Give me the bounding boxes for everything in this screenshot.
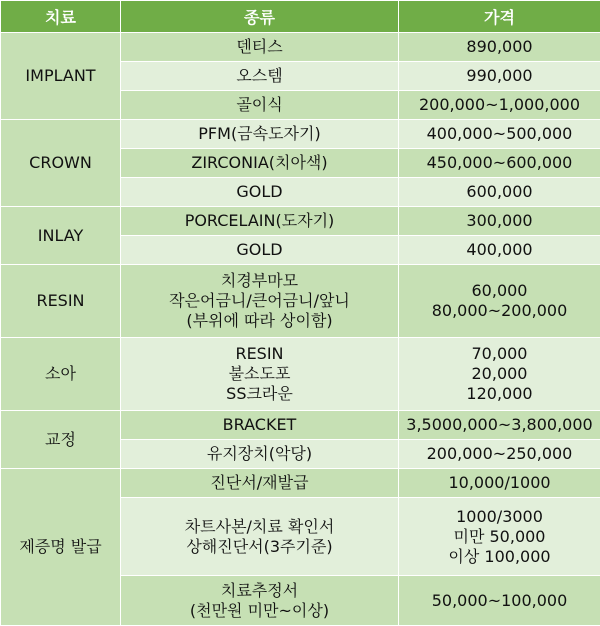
price-line: 70,000 <box>403 344 596 364</box>
category-implant: IMPLANT <box>1 33 121 120</box>
type-cell <box>121 498 399 576</box>
price-line: 1000/3000 <box>403 507 596 527</box>
type-line: 불소도포 <box>125 364 394 384</box>
type-cell: 유지장치(악당) <box>121 440 399 469</box>
header-treatment: 치료 <box>1 1 121 33</box>
type-cell: PORCELAIN(도자기) <box>121 207 399 236</box>
type-cell: BRACKET <box>121 411 399 440</box>
type-line: 차트사본/치료 확인서 <box>125 517 394 537</box>
category-certificate: 제증명 발급 <box>1 469 121 626</box>
header-row <box>1 1 600 33</box>
category-inlay: INLAY <box>1 207 121 265</box>
price-line: 60,000 <box>403 281 596 301</box>
table-row <box>1 411 600 440</box>
type-line: RESIN <box>125 344 394 364</box>
type-cell <box>121 265 399 338</box>
type-line: (부위에 따라 상이함) <box>125 311 394 331</box>
category-pediatric: 소아 <box>1 338 121 411</box>
price-line: 미만 50,000 <box>403 527 596 547</box>
price-cell: 990,000 <box>399 62 600 91</box>
price-cell: 400,000~500,000 <box>399 120 600 149</box>
type-cell <box>121 338 399 411</box>
table-row <box>1 338 600 411</box>
category-crown: CROWN <box>1 120 121 207</box>
price-cell: 10,000/1000 <box>399 469 600 498</box>
price-cell: 50,000~100,000 <box>399 576 600 626</box>
type-line: 상해진단서(3주기준) <box>125 537 394 557</box>
type-cell: ZIRCONIA(치아색) <box>121 149 399 178</box>
type-line: 작은어금니/큰어금니/앞니 <box>125 291 394 311</box>
price-cell: 600,000 <box>399 178 600 207</box>
type-cell <box>121 576 399 626</box>
type-cell: 골이식 <box>121 91 399 120</box>
type-cell: 오스템 <box>121 62 399 91</box>
table-row <box>1 120 600 149</box>
category-resin: RESIN <box>1 265 121 338</box>
category-ortho: 교정 <box>1 411 121 469</box>
price-cell: 200,000~250,000 <box>399 440 600 469</box>
type-cell: PFM(금속도자기) <box>121 120 399 149</box>
table-row <box>1 207 600 236</box>
price-line: 80,000~200,000 <box>403 301 596 321</box>
price-cell <box>399 338 600 411</box>
price-line: 이상 100,000 <box>403 547 596 567</box>
table-row <box>1 265 600 338</box>
price-cell: 890,000 <box>399 33 600 62</box>
price-cell: 400,000 <box>399 236 600 265</box>
type-cell: GOLD <box>121 236 399 265</box>
type-cell: GOLD <box>121 178 399 207</box>
price-cell: 3,5000,000~3,800,000 <box>399 411 600 440</box>
price-cell <box>399 265 600 338</box>
price-cell: 300,000 <box>399 207 600 236</box>
price-cell <box>399 498 600 576</box>
header-price: 가격 <box>399 1 600 33</box>
table-row <box>1 469 600 498</box>
table-row <box>1 33 600 62</box>
header-type: 종류 <box>121 1 399 33</box>
price-line: 120,000 <box>403 384 596 404</box>
type-line: SS크라운 <box>125 384 394 404</box>
type-line: 치료추정서 <box>125 581 394 601</box>
type-cell: 덴티스 <box>121 33 399 62</box>
price-cell: 450,000~600,000 <box>399 149 600 178</box>
price-line: 20,000 <box>403 364 596 384</box>
type-cell: 진단서/재발급 <box>121 469 399 498</box>
price-cell: 200,000~1,000,000 <box>399 91 600 120</box>
type-line: (천만원 미만~이상) <box>125 601 394 621</box>
type-line: 치경부마모 <box>125 271 394 291</box>
